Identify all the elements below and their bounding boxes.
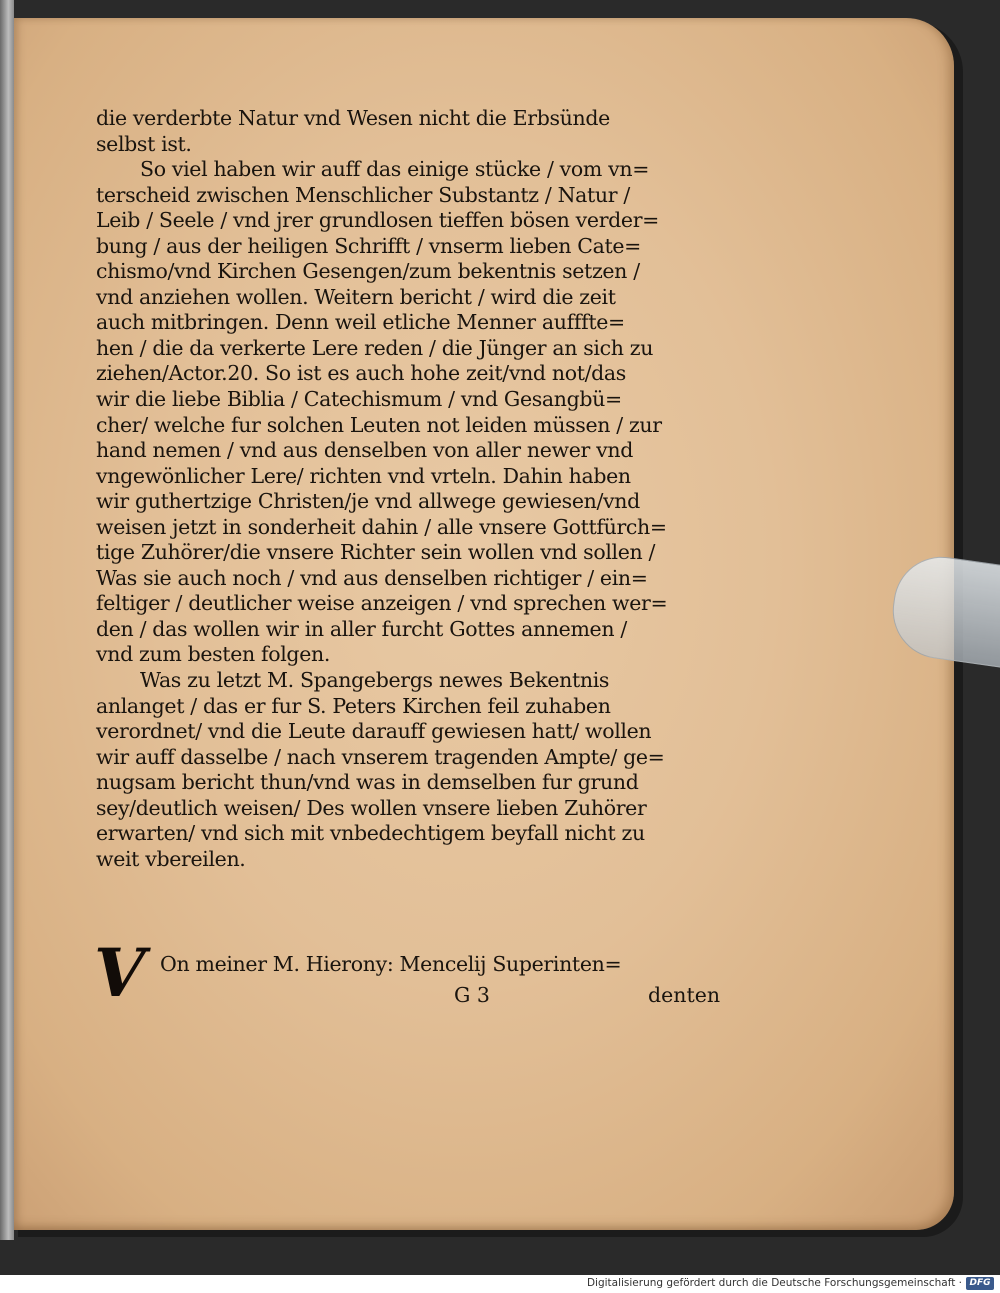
text-line: Was sie auch noch / vnd aus denselben richtiger / ein= [96,565,648,590]
text-line: chismo/vnd Kirchen Gesengen/zum bekentnis setzen / [96,259,640,284]
text-line: Was zu letzt M. Spangebergs newes Bekentnis [140,668,610,693]
text-line: ziehen/Actor.20. So ist es auch hohe zeit/vnd not/das [96,361,626,386]
decorated-initial: V [94,934,146,1012]
text-line: wir guthertzige Christen/je vnd allwege gewiesen/vnd [96,489,640,514]
footer-bar [0,1275,1000,1293]
section-heading-text: On meiner M. Hierony: Mencelij Superinten= [160,952,622,976]
text-line: feltiger / deutlicher weise anzeigen / vnd sprechen wer= [96,591,668,616]
text-line: nugsam bericht thun/vnd was in demselben fur grund [96,770,639,795]
text-line: So viel haben wir auff das einige stücke / vom vn= [140,157,650,182]
text-line: vnd anziehen wollen. Weitern bericht / wird die zeit [96,284,616,309]
text-line: die verderbte Natur vnd Wesen nicht die Erbsünde [96,106,610,130]
text-line: vngewönlicher Lere/ richten vnd vrteln. Dahin haben [96,463,631,488]
text-line: wir auff dasselbe / nach vnserem tragenden Ampte/ ge= [96,744,665,769]
text-line: vnd zum besten folgen. [96,642,331,667]
dfg-logo: DFG [966,1277,994,1290]
text-line: erwarten/ vnd sich mit vnbedechtigem beyfall nicht zu [96,821,645,846]
text-line: weisen jetzt in sonderheit dahin / alle vnsere Gottfürch= [96,514,667,539]
text-line: terscheid zwischen Menschlicher Substantz / Natur / [96,182,630,207]
text-line: selbst ist. [96,131,192,156]
text-line: verordnet/ vnd die Leute darauff gewiesen hatt/ wollen [96,719,652,744]
text-line: cher/ welche fur solchen Leuten not leiden müssen / zur [96,412,662,437]
text-line: den / das wollen wir in aller furcht Gottes annemen / [96,616,627,641]
text-line: bung / aus der heiligen Schrifft / vnserm lieben Cate= [96,233,642,258]
text-line: weit vbereilen. [96,846,246,871]
text-line: wir die liebe Biblia / Catechismum / vnd Gesangbü= [96,387,622,412]
text-line: sey/deutlich weisen/ Des wollen vnsere lieben Zuhörer [96,795,647,820]
funding-notice: Digitalisierung gefördert durch die Deutsche Forschungsgemeinschaft · [586,1277,962,1289]
signature-mark: G 3 [454,983,490,1007]
section-heading [94,934,734,1018]
text-line: Leib / Seele / vnd jrer grundlosen tieffen bösen verder= [96,208,659,233]
text-line: hen / die da verkerte Lere reden / die Jünger an sich zu [96,335,654,360]
text-line: auch mitbringen. Denn weil etliche Menner aufffte= [96,310,625,335]
text-line: hand nemen / vnd aus denselben von aller newer vnd [96,438,634,463]
page-text-block [96,106,716,872]
text-line: tige Zuhörer/die vnsere Richter sein wollen vnd sollen / [96,540,656,565]
binding-edge [0,0,14,1240]
catchword: denten [648,983,721,1007]
text-line: anlanget / das er fur S. Peters Kirchen feil zuhaben [96,693,611,718]
